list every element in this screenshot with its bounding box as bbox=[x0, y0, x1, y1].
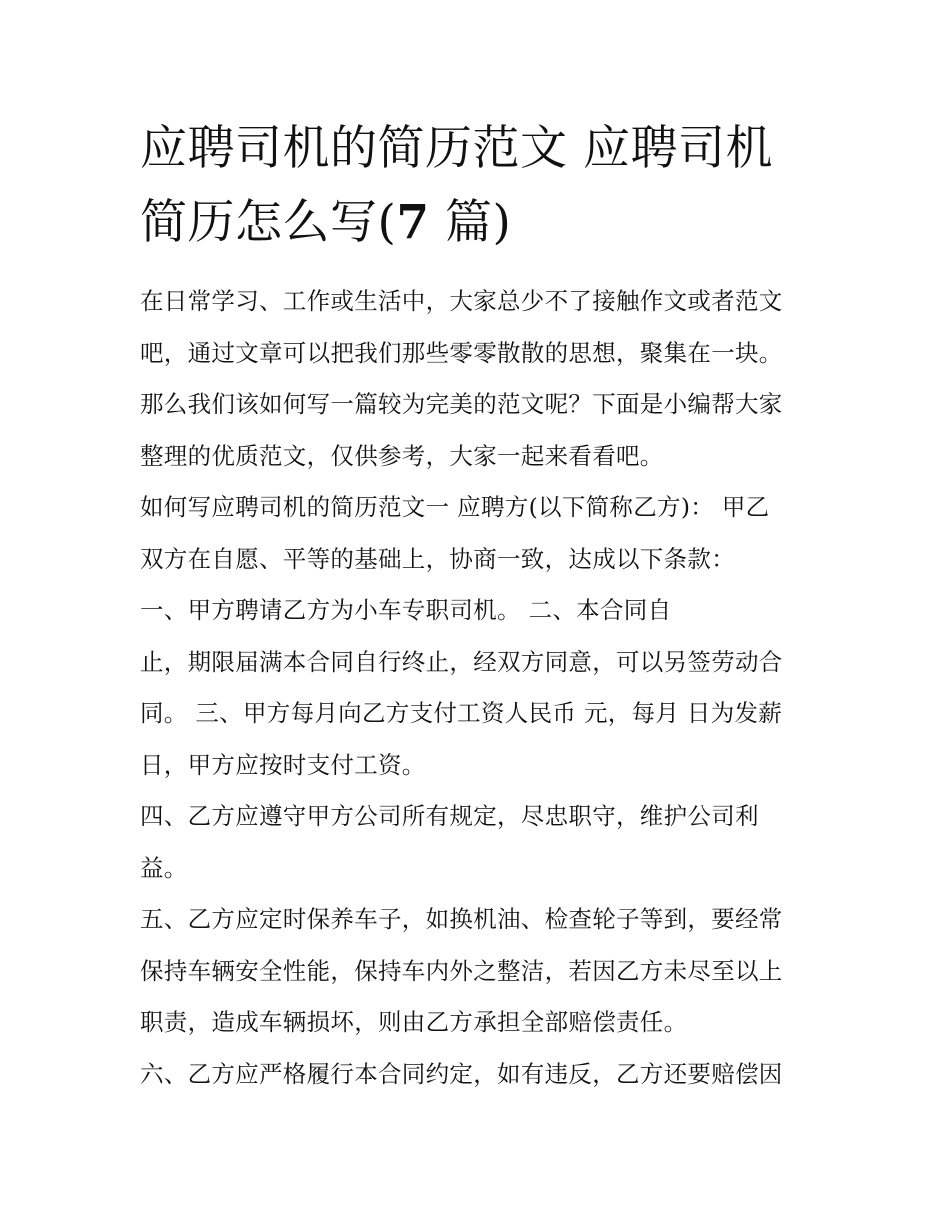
paragraph-clause-5 bbox=[140, 894, 812, 1049]
text-line: 职责，造成车辆损坏，则由乙方承担全部赔偿责任。 bbox=[140, 1008, 688, 1036]
paragraph-clause-1-3 bbox=[140, 585, 812, 791]
text-line: 同。 三、甲方每月向乙方支付工资人民币 元，每月 日为发薪 bbox=[140, 699, 783, 727]
text-line: 一、甲方聘请乙方为小车专职司机。 二、本合同自 bbox=[140, 596, 672, 624]
title-article-count: 7 bbox=[396, 195, 430, 250]
title-line-1: 应聘司机的简历范文 应聘司机 bbox=[140, 121, 773, 176]
text-line: 那么我们该如何写一篇较为完美的范文呢？下面是小编帮大家 bbox=[140, 390, 783, 418]
text-line: 益。 bbox=[140, 853, 188, 882]
title-line-2-suffix: 篇) bbox=[429, 195, 512, 250]
text-line: 止，期限届满本合同自行终止，经双方同意，可以另签劳动合 bbox=[140, 647, 783, 676]
document-body bbox=[140, 276, 812, 1100]
document-title bbox=[140, 112, 830, 260]
paragraph-parties bbox=[140, 482, 812, 585]
text-line: 日，甲方应按时支付工资。 bbox=[140, 750, 426, 779]
paragraph-clause-6 bbox=[140, 1049, 812, 1101]
text-line: 保持车辆安全性能，保持车内外之整洁，若因乙方未尽至以上 bbox=[140, 956, 783, 985]
text-line: 整理的优质范文，仅供参考，大家一起来看看吧。 bbox=[140, 441, 664, 470]
text-line: 双方在自愿、平等的基础上，协商一致，达成以下条款： bbox=[140, 544, 735, 573]
paragraph-clause-4 bbox=[140, 791, 812, 894]
text-line: 吧，通过文章可以把我们那些零零散散的思想，聚集在一块。 bbox=[140, 338, 783, 367]
title-line-2 bbox=[140, 186, 830, 260]
text-line: 在日常学习、工作或生活中，大家总少不了接触作文或者范文 bbox=[140, 287, 783, 315]
text-line: 如何写应聘司机的简历范文一 应聘方(以下简称乙方)： 甲乙 bbox=[140, 493, 770, 521]
text-line: 六、乙方应严格履行本合同约定，如有违反，乙方还要赔偿因 bbox=[140, 1059, 783, 1088]
text-line: 五、乙方应定时保养车子，如换机油、检查轮子等到，要经常 bbox=[140, 905, 783, 933]
paragraph-intro bbox=[140, 276, 812, 482]
text-line: 四、乙方应遵守甲方公司所有规定，尽忠职守，维护公司利 bbox=[140, 802, 759, 830]
title-line-2-prefix: 简历怎么写( bbox=[140, 195, 397, 250]
